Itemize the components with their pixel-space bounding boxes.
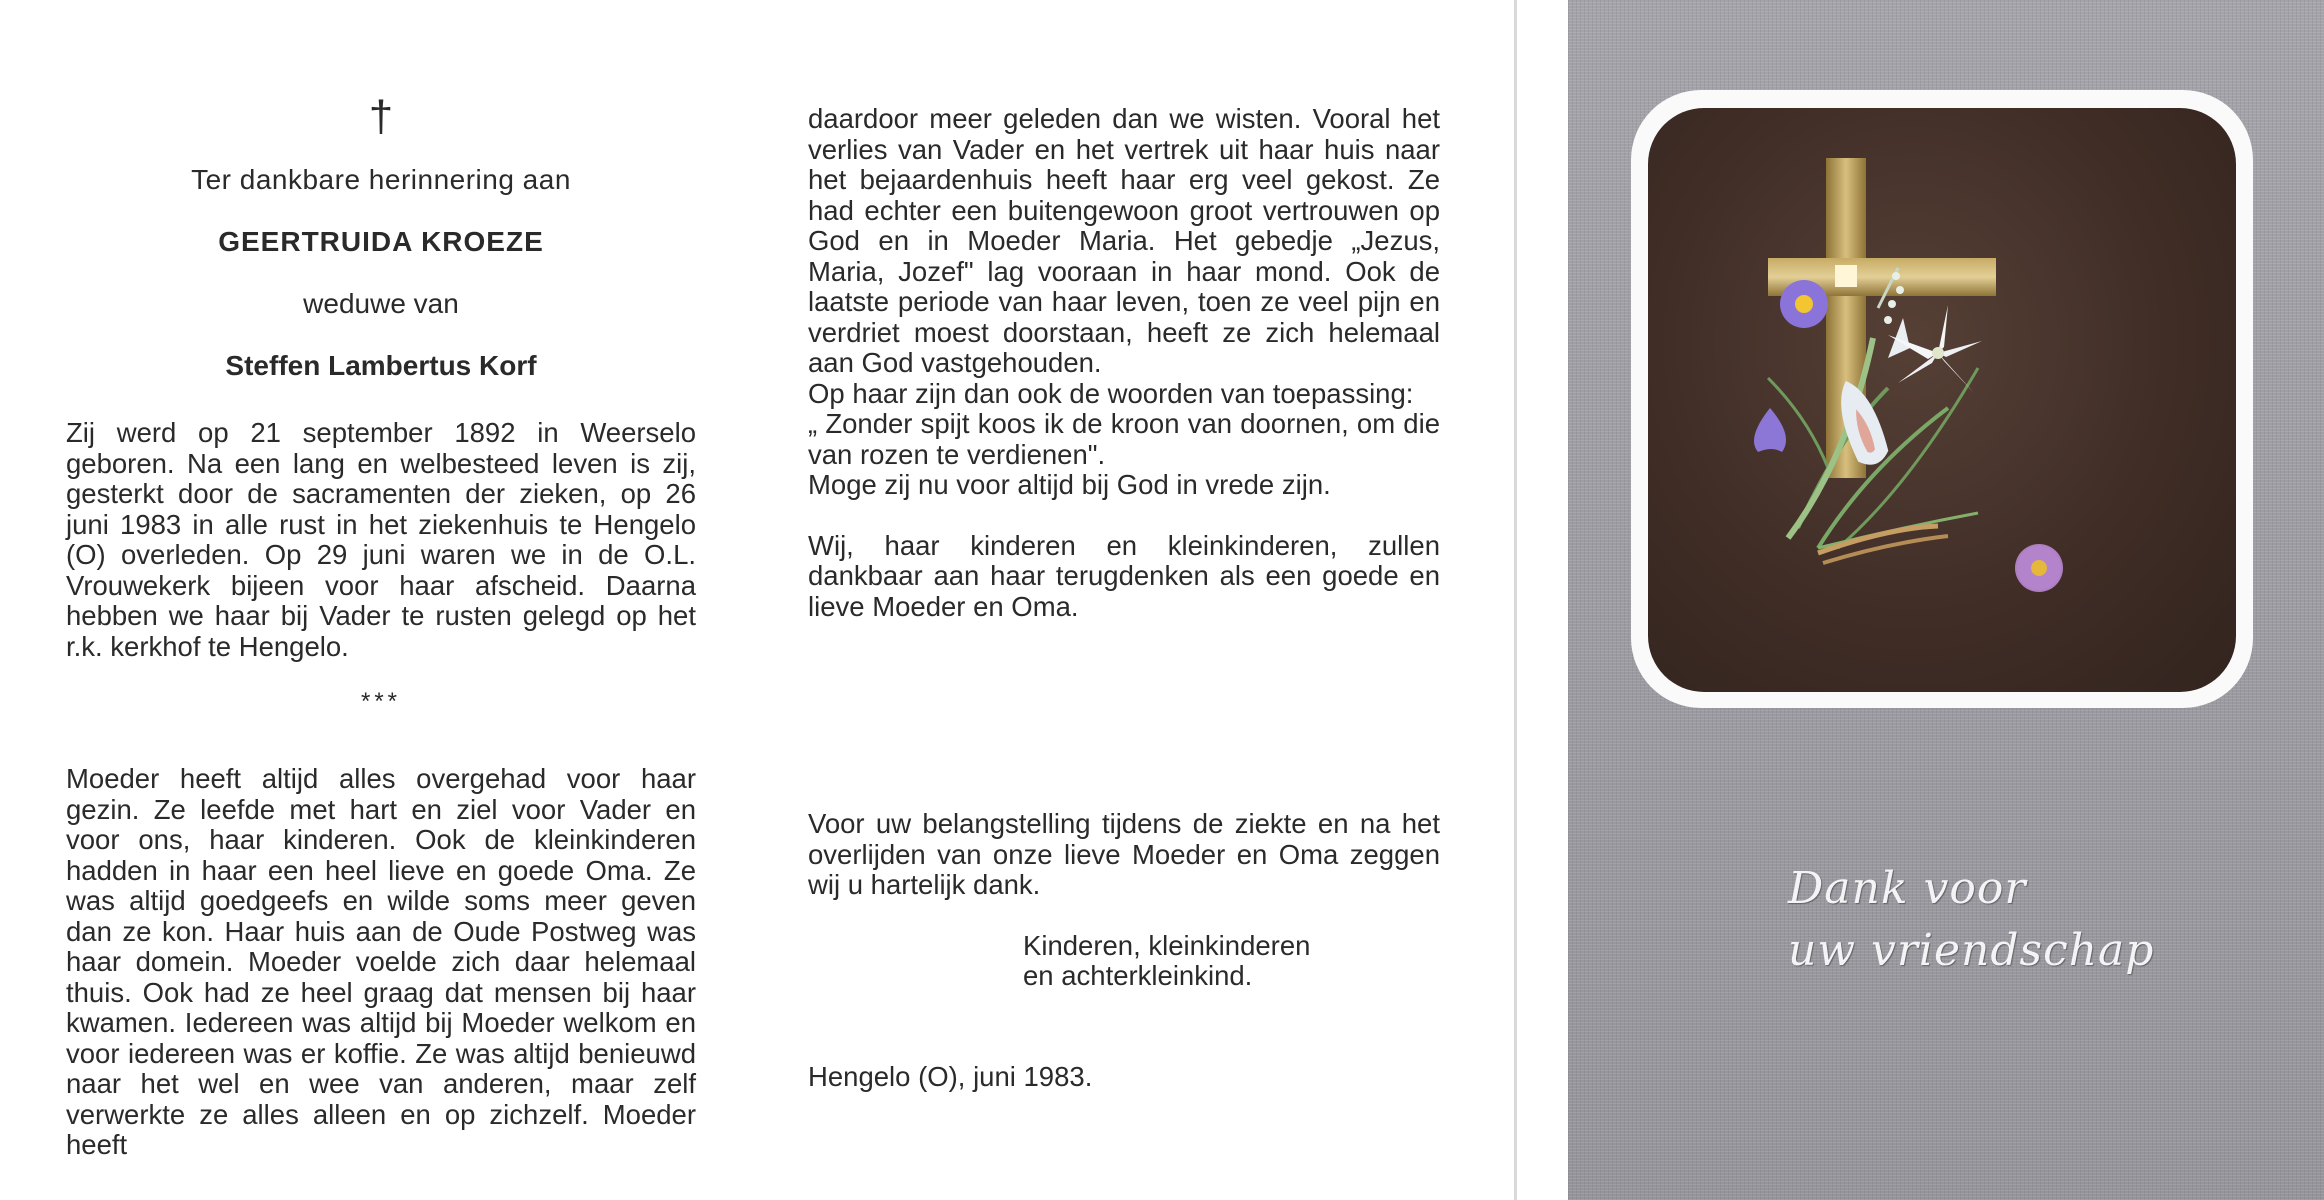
separator-stars: *** [360, 688, 402, 715]
place-date: Hengelo (O), juni 1983. [808, 1060, 1093, 1092]
intro-line: Ter dankbare herinnering aan [191, 164, 571, 195]
quote-intro: Op haar zijn dan ook de woorden van toepassing: [808, 377, 1414, 409]
faith-paragraph: daardoor meer geleden dan we wisten. Vooral het verlies van Vader en het vertrek uit haar huis naar het bejaardenhuis heeft haar erg veel gekost. Ze had echter een buitengewoon groot vertrouwen op God en in Moeder Maria. Het gebedje „Jezus, Maria, Jozef" lag vooraan in haar mond. Ook de laatste periode van haar leven, toen ze veel pijn en verdriet moest doorstaan, heeft ze zich helemaal aan God vastgehouden. [808, 103, 1440, 378]
widow-of-line: weduwe van [303, 288, 459, 319]
fold-divider [1514, 0, 1517, 1200]
cover-line-2: uw vriendschap [1788, 925, 2155, 976]
cover-line-1: Dank voor [1788, 863, 2027, 914]
signature-line-2: en achterkleinkind. [1023, 960, 1253, 991]
life-paragraph: Zij werd op 21 september 1892 in Weerselo geboren. Na een lang en welbesteed leven is zij, gesterkt door de sacramenten der zieken, op 26 juni 1983 in alle rust in het ziekenhuis te Hengelo (O) overleden. Op 29 juni waren we in de O.L. Vrouwekerk bijeen voor haar afscheid. Daarna hebben we haar bij Vader te rusten gelegd op het r.k. kerkhof te Hengelo. [66, 417, 696, 662]
left-text-column [66, 88, 696, 1161]
thanks-paragraph: Voor uw belangstelling tijdens de ziekte en na het overlijden van onze lieve Moeder en Oma zeggen wij u hartelijk dank. [808, 808, 1440, 900]
middle-text-column [808, 104, 1440, 1092]
remembrance-paragraph: Wij, haar kinderen en kleinkinderen, zullen dankbaar aan haar terugdenken als een goede en lieve Moeder en Oma. [808, 529, 1440, 622]
husband-name: Steffen Lambertus Korf [225, 350, 537, 381]
cover-panel [1568, 0, 2324, 1200]
quote-text: „ Zonder spijt koos ik de kroon van doornen, om die van rozen te verdienen". [808, 408, 1440, 470]
mother-paragraph: Moeder heeft altijd alles overgehad voor haar gezin. Ze leefde met hart en ziel voor Vader en voor ons, haar kinderen. Ook de kleinkinderen hadden in haar een heel lieve en goede Oma. Ze was altijd goedgeefs en wilde soms meer geven dan ze kon. Haar huis aan de Oude Postweg was haar domein. Moeder voelde zich daar helemaal thuis. Ook had ze heel graag dat mensen bij haar kwamen. Iedereen was altijd bij Moeder welkom en voor iedereen was er koffie. Ze was altijd benieuwd naar het wel en wee van anderen, maar zelf verwerkte ze alles alleen en op zichzelf. Moeder heeft [66, 763, 696, 1160]
signature-line-1: Kinderen, kleinkinderen [1023, 929, 1311, 961]
peace-wish: Moge zij nu voor altijd bij God in vrede zijn. [808, 469, 1331, 500]
cross-with-flowers-image [1648, 108, 2236, 692]
cross-symbol: † [368, 92, 394, 141]
cover-thanks-text [1788, 858, 2154, 982]
deceased-name: GEERTRUIDA KROEZE [218, 226, 544, 257]
cross-with-flowers-icon [1648, 108, 2236, 692]
